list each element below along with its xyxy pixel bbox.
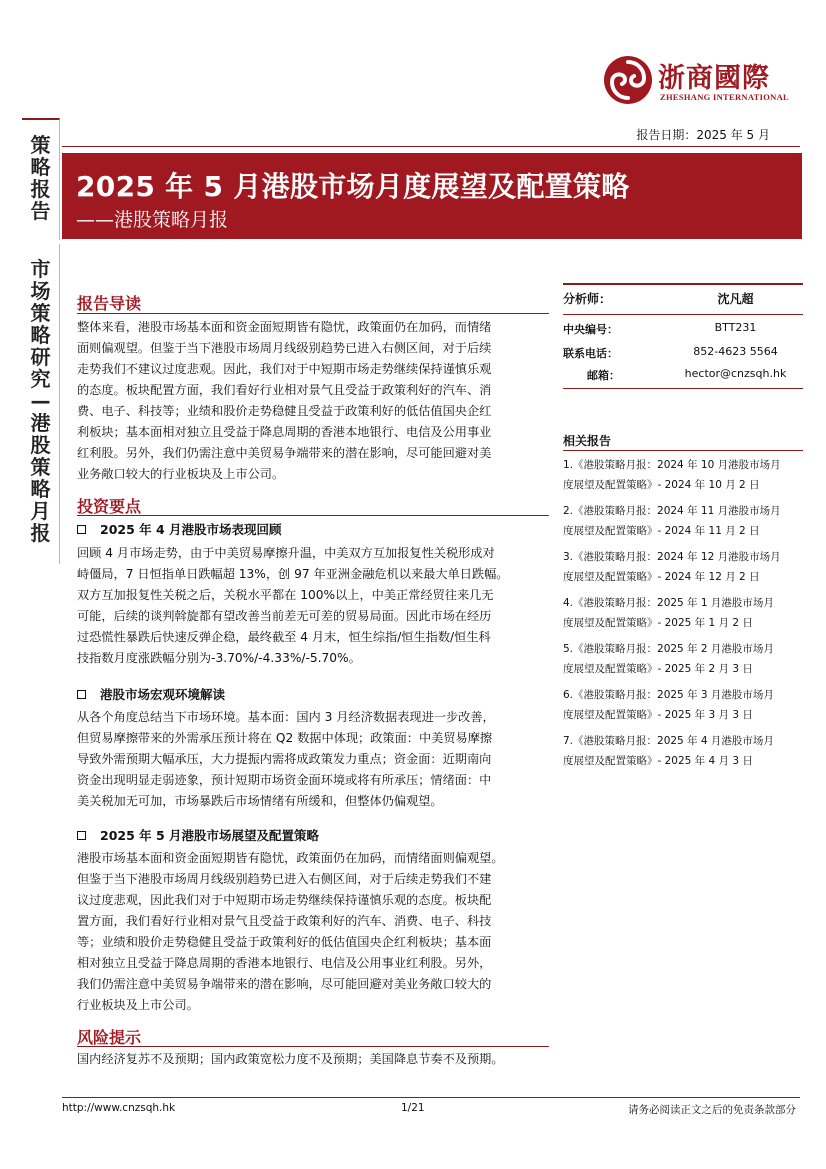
related-report-line: 度展望及配置策略》- 2024 年 11 月 2 日: [563, 525, 760, 537]
text-line: 置方面，我们看好行业相对景气且受益于政策利好的汽车、消费、电子、科技: [77, 914, 492, 928]
text-line: 行业板块及上市公司。: [77, 998, 199, 1012]
logo-mark-icon: [604, 56, 652, 104]
related-report-item[interactable]: [563, 547, 803, 587]
text-line: 我们仍需注意中美贸易争端带来的潜在影响，尽可能回避对美业务敞口较大的: [77, 977, 492, 991]
text-line: 双方互加报复性关税之后，关税水平都在 100%以上，中美正常经贸往来几无: [77, 588, 494, 602]
text-line: 过恐慌性暴跌后快速反弹企稳，最终截至 4 月末，恒生综指/恒生指数/恒生科: [77, 630, 491, 644]
related-report-line: 5.《港股策略月报：2025 年 2 月港股市场月: [563, 643, 774, 655]
text-line: 港股市场基本面和资金面短期皆有隐忧，政策面仍在加码，而情绪面则偏观望。: [77, 851, 504, 865]
text-line: 红利股。另外，我们仍需注意中美贸易争端带来的潜在影响，尽可能回避对美: [77, 446, 492, 460]
text-line: 面则偏观望。但鉴于当下港股市场周月线级别趋势已进入右侧区间，对于后续: [77, 341, 492, 355]
outlook-paragraph: [77, 848, 549, 1016]
checkbox-bullet-icon: [77, 525, 86, 534]
related-report-line: 度展望及配置策略》- 2025 年 2 月 3 日: [563, 663, 753, 675]
section-heading-risk: 风险提示: [77, 1028, 142, 1047]
risk-paragraph: [77, 1049, 549, 1070]
section-rule: [77, 1046, 549, 1047]
analyst-id: BTT231: [714, 321, 757, 334]
footer-disclaimer: 请务必阅读正文之后的免责条款部分: [628, 1104, 796, 1116]
related-report-line: 度展望及配置策略》- 2025 年 4 月 3 日: [563, 755, 753, 767]
related-report-line: 度展望及配置策略》- 2025 年 3 月 3 日: [563, 709, 753, 721]
related-report-line: 7.《港股策略月报：2025 年 4 月港股市场月: [563, 735, 774, 747]
text-line: 利板块；基本面相对独立且受益于降息周期的香港本地银行、电信及公用事业: [77, 425, 492, 439]
related-report-line: 3.《港股策略月报：2024 年 12 月港股市场月: [563, 551, 781, 563]
text-line: 议过度悲观，因此我们对于中短期市场走势继续保持谨慎乐观的态度。板块配: [77, 893, 492, 907]
related-report-item[interactable]: [563, 685, 803, 725]
band-top-label: 策略报告: [30, 133, 51, 223]
related-report-item[interactable]: [563, 501, 803, 541]
sidebar-top-rule: [563, 283, 803, 285]
logo-name: 浙商國際: [658, 63, 770, 94]
checkbox-bullet-icon: [77, 690, 86, 699]
analyst-phone: 852-4623 5564: [693, 345, 778, 358]
related-report-item[interactable]: [563, 639, 803, 679]
logo-name-en: ZHESHANG INTERNATIONAL: [660, 92, 790, 102]
analyst-email[interactable]: hector@cnzsqh.hk: [684, 367, 787, 380]
related-report-line: 4.《港股策略月报：2025 年 1 月港股市场月: [563, 597, 774, 609]
section-heading-points: 投资要点: [77, 497, 142, 516]
subsection-heading: 港股市场宏观环境解读: [77, 685, 225, 703]
date-divider: [62, 146, 800, 147]
analyst-label: 分析师：: [563, 292, 612, 306]
text-line: 技指数月度涨跌幅分别为-3.70%/-4.33%/-5.70%。: [77, 651, 361, 665]
title-banner: [62, 153, 802, 239]
page-title: 2025 年 5 月港股市场月度展望及配置策略: [76, 170, 630, 203]
text-line: 可能，后续的谈判斡旋都有望改善当前差无可差的贸易局面。因此市场在经历: [77, 609, 492, 623]
related-report-line: 度展望及配置策略》- 2024 年 12 月 2 日: [563, 571, 760, 583]
related-report-item[interactable]: [563, 731, 803, 771]
analyst-phone-label: 联系电话：: [563, 347, 618, 360]
text-line: 的态度。板块配置方面，我们看好行业相对景气且受益于政策利好的汽车、消: [77, 383, 492, 397]
text-line: 峙僵局，7 日恒指单日跌幅超 13%，创 97 年亚洲金融危机以来最大单日跌幅。: [77, 567, 509, 581]
text-line: 业务敞口较大的行业板块及上市公司。: [77, 467, 285, 481]
text-line: 费、电子、科技等；业绩和股价走势稳健且受益于政策利好的低估值国央企红: [77, 404, 492, 418]
page-number: 1/21: [401, 1102, 425, 1114]
brand-logo: [604, 52, 790, 112]
band-bottom-label: 市场策略研究 — 港股策略月报: [30, 257, 51, 545]
related-report-line: 1.《港股策略月报：2024 年 10 月港股市场月: [563, 459, 781, 471]
related-reports-heading: 相关报告: [563, 434, 612, 448]
related-report-line: 6.《港股策略月报：2025 年 3 月港股市场月: [563, 689, 774, 701]
analyst-id-label: 中央编号：: [563, 323, 618, 336]
text-line: 走势我们不建议过度悲观。因此，我们对于中短期市场走势继续保持谨慎乐观: [77, 362, 492, 376]
analyst-name: 沈凡超: [717, 292, 754, 306]
band-report-type: [22, 118, 60, 240]
text-line: 资金出现明显走弱迹象，预计短期市场资金面环境或将有所承压；情绪面：中: [77, 773, 492, 787]
section-rule: [77, 313, 549, 314]
section-rule: [77, 515, 549, 516]
report-date: 报告日期：2025 年 5 月: [636, 128, 770, 142]
macro-paragraph: [77, 707, 549, 812]
text-line: 相对独立且受益于降息周期的香港本地银行、电信及公用事业红利股。另外，: [77, 956, 492, 970]
text-line: 国内经济复苏不及预期；国内政策宽松力度不及预期；美国降息节奏不及预期。: [77, 1052, 504, 1066]
text-line: 但鉴于当下港股市场周月线级别趋势已进入右侧区间，对于后续走势我们不建: [77, 872, 492, 886]
sidebar-rule: [563, 388, 803, 389]
footer-url[interactable]: http://www.cnzsqh.hk: [62, 1102, 176, 1114]
text-line: 美关税加无可加，市场暴跌后市场情绪有所缓和，但整体仍偏观望。: [77, 794, 443, 808]
checkbox-bullet-icon: [77, 831, 86, 840]
text-line: 但贸易摩擦带来的外需承压预计将在 Q2 数据中体现；政策面：中美贸易摩擦: [77, 731, 493, 745]
sidebar-rule: [563, 450, 803, 451]
band-report-series: [22, 244, 60, 564]
subsection-heading: 2025 年 4 月港股市场表现回顾: [77, 520, 282, 538]
related-report-line: 度展望及配置策略》- 2025 年 1 月 2 日: [563, 617, 753, 629]
related-report-line: 2.《港股策略月报：2024 年 11 月港股市场月: [563, 505, 781, 517]
sidebar-rule: [563, 314, 803, 315]
subsection-heading: 2025 年 5 月港股市场展望及配置策略: [77, 826, 319, 844]
related-report-line: 度展望及配置策略》- 2024 年 10 月 2 日: [563, 479, 760, 491]
section-heading-guide: 报告导读: [77, 294, 142, 313]
guide-paragraph: [77, 317, 549, 485]
related-report-item[interactable]: [563, 455, 803, 495]
text-line: 从各个角度总结当下市场环境。基本面：国内 3 月经济数据表现进一步改善，: [77, 710, 495, 724]
text-line: 导致外需预期大幅承压，大力提振内需将成政策发力重点；资金面：近期南向: [77, 752, 492, 766]
review-paragraph: [77, 543, 549, 669]
related-report-item[interactable]: [563, 593, 803, 633]
text-line: 回顾 4 月市场走势，由于中美贸易摩擦升温，中美双方互加报复性关税形成对: [77, 546, 495, 560]
page-subtitle: ——港股策略月报: [76, 209, 229, 231]
analyst-email-label: 邮箱：: [587, 369, 620, 382]
text-line: 整体来看，港股市场基本面和资金面短期皆有隐忧，政策面仍在加码，而情绪: [77, 320, 492, 334]
footer-rule: [62, 1097, 800, 1098]
text-line: 等；业绩和股价走势稳健且受益于政策利好的低估值国央企红利板块；基本面: [77, 935, 492, 949]
